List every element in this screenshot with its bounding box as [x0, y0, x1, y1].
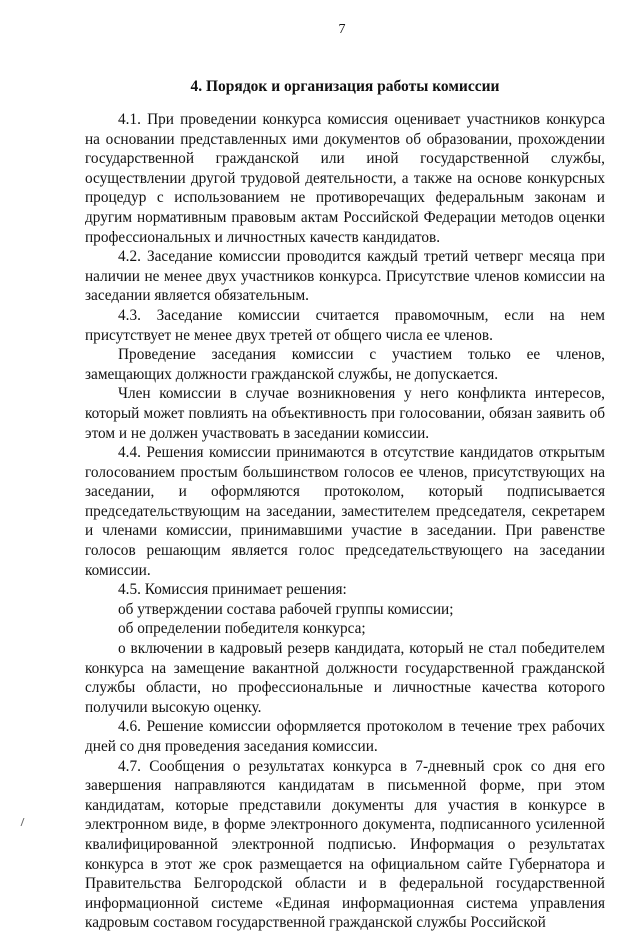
section-heading: 4. Порядок и организация работы комиссии [190, 78, 500, 95]
document-body [85, 110, 605, 933]
paragraph-4-6: 4.6. Решение комиссии оформляется протоколом в течение трех рабочих дней со дня проведения заседания комиссии. [85, 718, 605, 755]
paragraph-4-1: 4.1. При проведении конкурса комиссия оценивает участников конкурса на основании представленных ими документов об образовании, прохождении государственной гражданской или иной государственной службы, осуществлении другой трудовой деятельности, а также на основе конкурсных процедур с использованием не противоречащих федеральным законам и другим нормативным правовым актам Российской Федерации методов оценки профессиональных и личностных качеств кандидатов. [85, 111, 605, 246]
paragraph-4-5: 4.5. Комиссия принимает решения: [118, 581, 347, 599]
page-number: 7 [338, 22, 346, 37]
paragraph-4-7: 4.7. Сообщения о результатах конкурса в 7-дневный срок со дня его завершения направляются кандидатам в письменной форме, при этом кандидатам, которые представили документы для участия в конкурсе в электронном виде, в форме электронного документа, подписанного усиленной квалифицированной электронной подписью. Информация о результатах конкурса в этот же срок размещается на официальном сайте Губернатора и Правительства Белгородской области и в федеральной государственной информационной системе «Единая информационная система управления кадровым составом государственной гражданской службы Российской [85, 757, 605, 932]
list-item-winner: об определении победителя конкурса; [118, 620, 366, 638]
list-item-reserve: о включении в кадровый резерв кандидата, который не стал победителем конкурса на замещение вакантной должности государственной гражданской службы области, но профессиональные и личностные качества которого получили высокую оценку. [85, 640, 605, 716]
paragraph-4-3: 4.3. Заседание комиссии считается правомочным, если на нем присутствует не менее двух третей от общего числа ее членов. [85, 306, 605, 344]
paragraph-4-3-conduct: Проведение заседания комиссии с участием только ее членов, замещающих должности гражданской службы, не допускается. [85, 346, 605, 383]
list-item-working-group: об утверждении состава рабочей группы комиссии; [118, 600, 454, 618]
paragraph-4-3-conflict: Член комиссии в случае возникновения у него конфликта интересов, который может повлиять на объективность при голосовании, обязан заявить об этом и не должен участвовать в заседании комиссии. [85, 385, 605, 442]
margin-mark [21, 818, 31, 826]
paragraph-4-2: 4.2. Заседание комиссии проводится каждый третий четверг месяца при наличии не менее двух участников конкурса. Присутствие членов комиссии на заседании является обязательным. [85, 248, 605, 305]
paragraph-4-4: 4.4. Решения комиссии принимаются в отсутствие кандидатов открытым голосованием простым большинством голосов ее членов, присутствующих на заседании, и оформляются протоколом, который подписывается председательствующим на заседании, заместителем председателя, секретарем и членами комиссии, принимавшими участие в заседании. При равенстве голосов решающим является голос председательствующего на заседании комиссии. [85, 444, 605, 579]
